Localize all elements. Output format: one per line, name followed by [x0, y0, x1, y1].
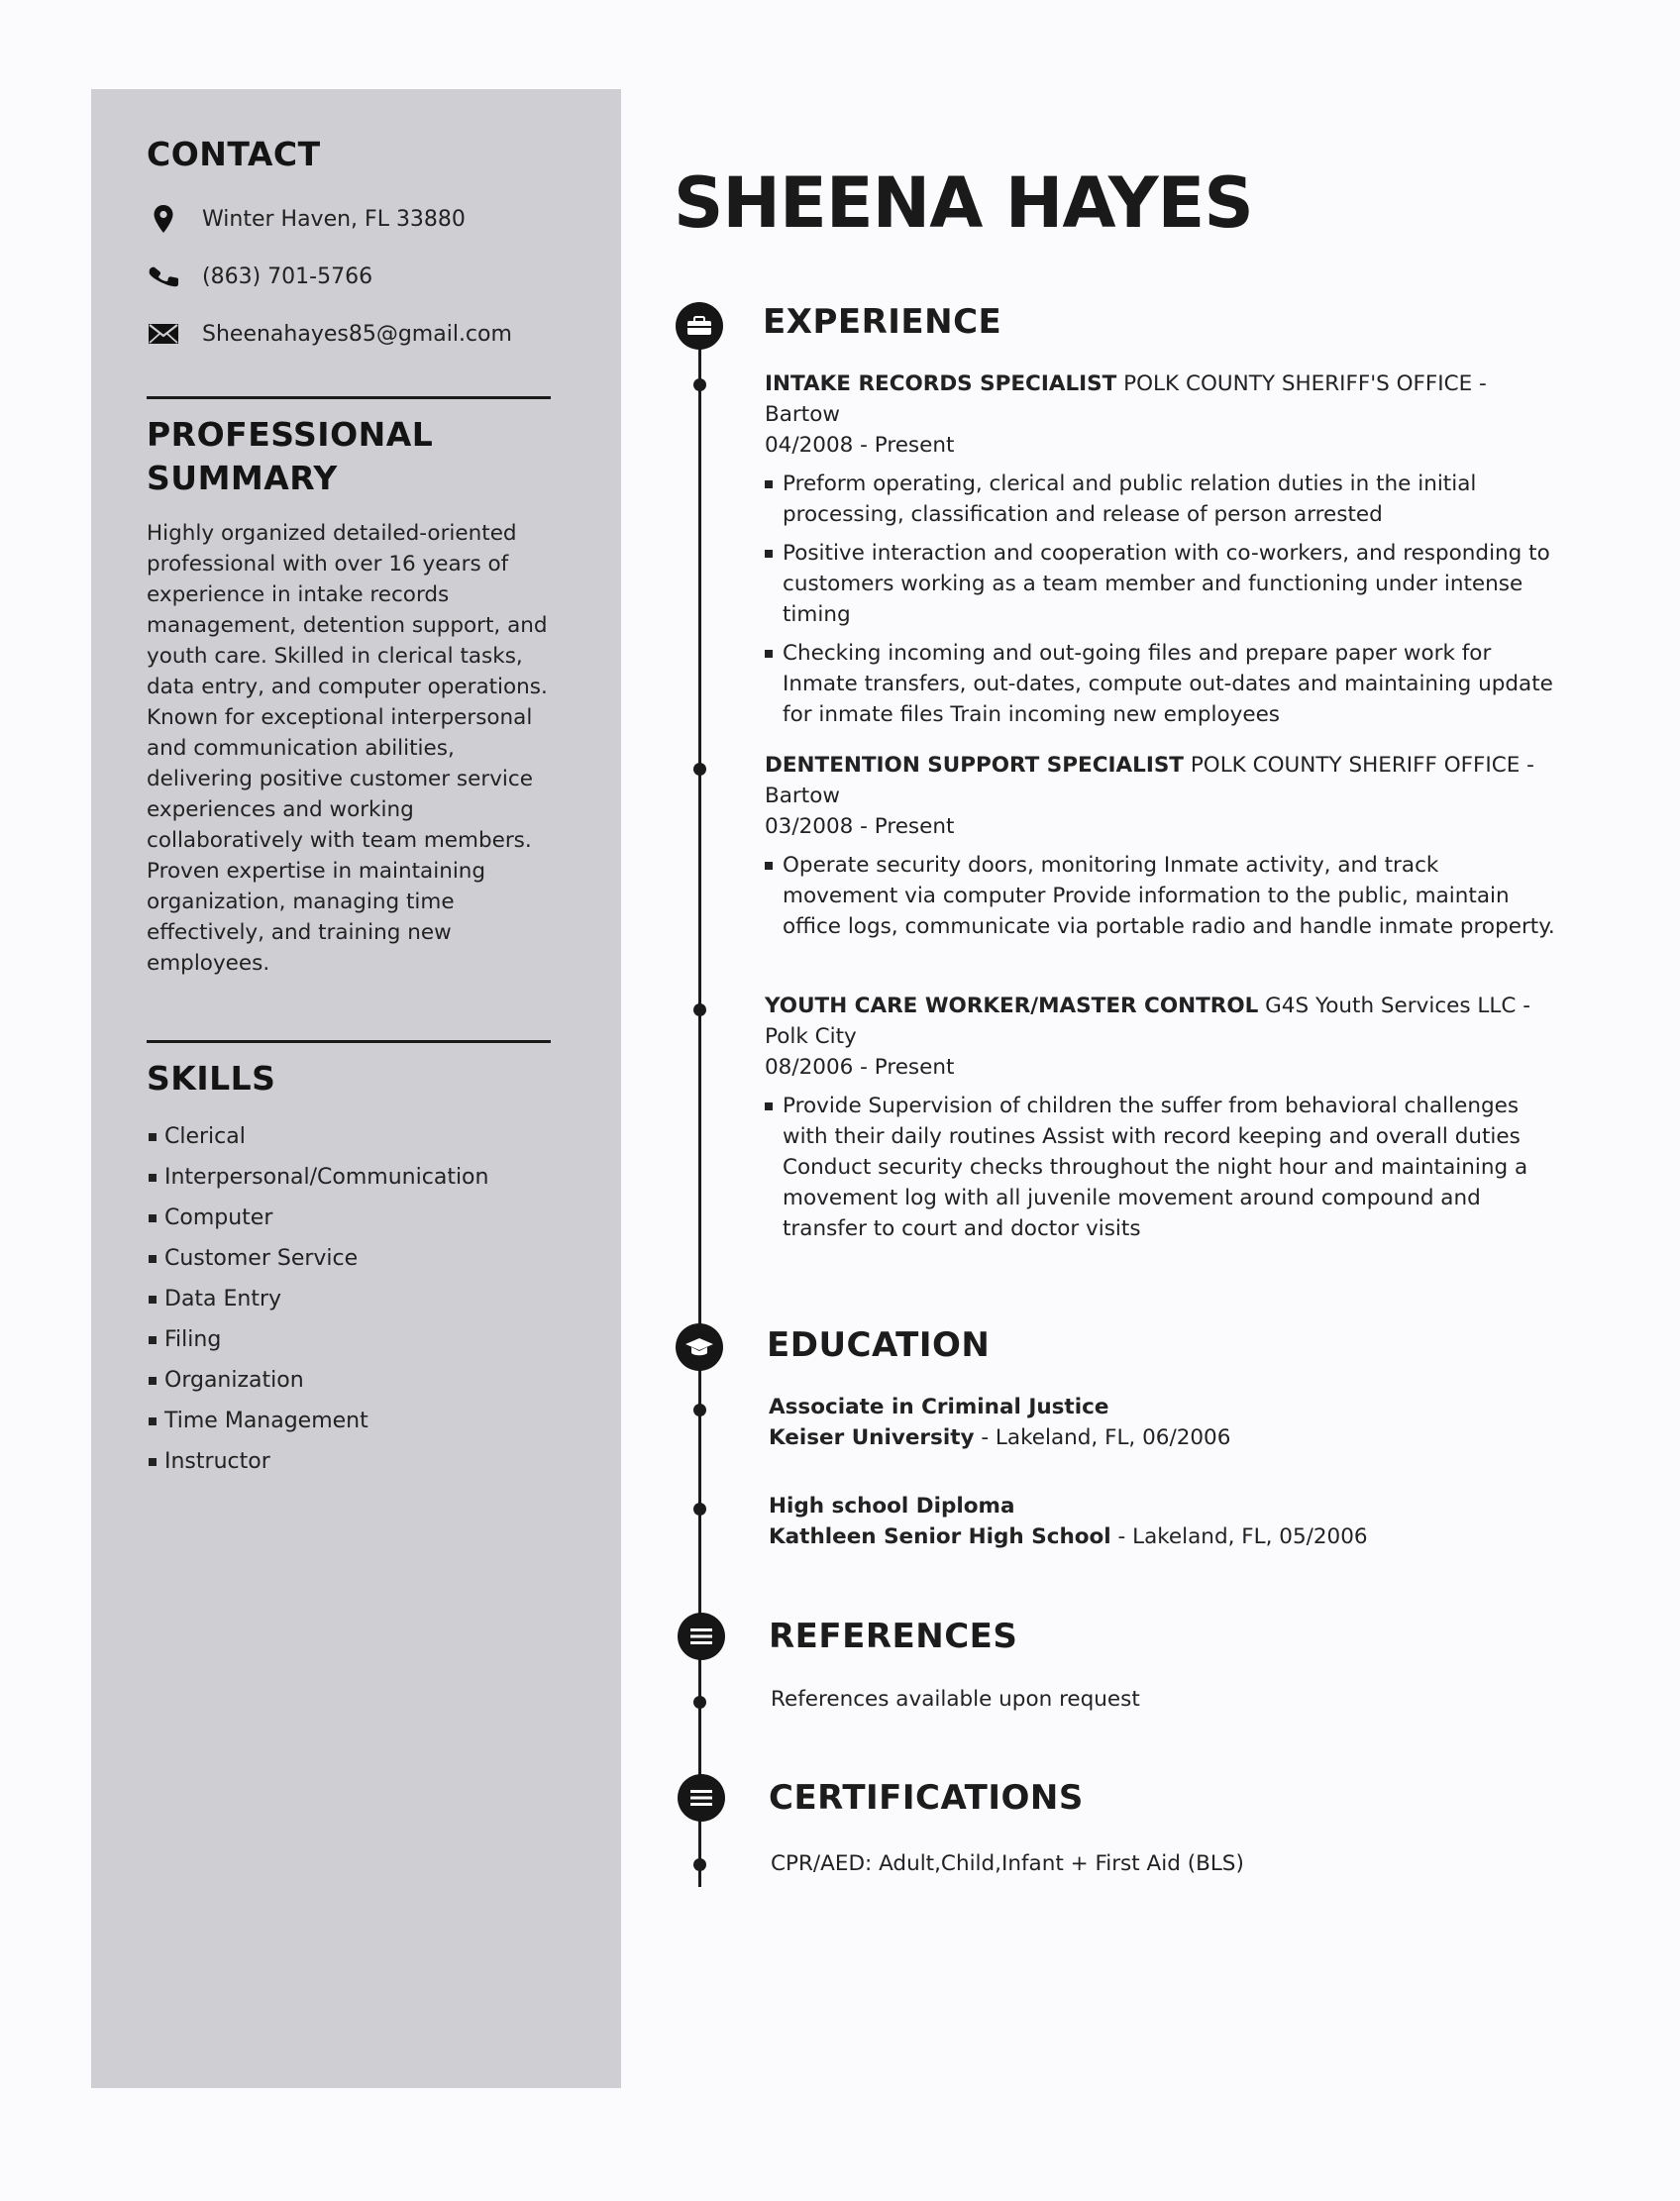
bullet-square-icon — [765, 480, 773, 488]
envelope-icon — [147, 319, 180, 349]
timeline-dot — [693, 1404, 706, 1416]
sidebar — [91, 89, 621, 2088]
bullet-square-icon — [765, 1102, 773, 1110]
summary-text: Highly organized detailed-oriented professional with over 16 years of experience in intake records management, detention support, and youth care. Skilled in clerical tasks, data entry, and computer operations. Known for exceptional interpersonal and communication abilities, delivering positive customer service experiences and working collaboratively with team members. Proven expertise in maintaining organization, managing time effectively, and training new employees. — [147, 521, 548, 976]
degree: Associate in Criminal Justice — [769, 1395, 1109, 1419]
school-detail: - Lakeland, FL, 06/2006 — [974, 1425, 1231, 1450]
graduation-cap-icon — [676, 1323, 723, 1371]
contact-location-text: Winter Haven, FL 33880 — [202, 206, 466, 232]
bullet-square-icon — [149, 1458, 157, 1466]
job-entry — [765, 991, 1557, 1244]
bullet-square-icon — [765, 550, 773, 558]
timeline-dot — [693, 1858, 706, 1871]
contact-phone-text: (863) 701-5766 — [202, 263, 373, 289]
timeline-dot — [693, 763, 706, 776]
map-pin-icon — [147, 204, 180, 234]
job-entry — [765, 750, 1557, 942]
job-header — [765, 368, 1557, 430]
job-header — [765, 750, 1557, 811]
list-icon — [678, 1613, 725, 1660]
degree: High school Diploma — [769, 1494, 1015, 1519]
bullet-square-icon — [149, 1377, 157, 1385]
list-item: Provide Supervision of children the suffer from behavioral challenges with their daily routines Assist with record keeping and overall duties Conduct security checks throughout the night hour and maintaining a movement log with all juvenile movement around compound and transfer to court and doctor visits — [765, 1091, 1557, 1244]
job-bullets — [765, 1091, 1557, 1244]
skill-item: Interpersonal/Communication — [149, 1157, 559, 1198]
school: Kathleen Senior High School — [769, 1524, 1111, 1549]
school: Keiser University — [769, 1425, 975, 1450]
bullet-square-icon — [149, 1296, 157, 1304]
job-dates: 03/2008 - Present — [765, 814, 955, 839]
timeline-dot — [693, 378, 706, 391]
skill-item: Computer — [149, 1198, 559, 1238]
job-title: DENTENTION SUPPORT SPECIALIST — [765, 753, 1184, 778]
list-item: Positive interaction and cooperation with co-workers, and responding to customers working as a team member and functioning under intense timing — [765, 538, 1557, 630]
summary-heading: PROFESSIONAL SUMMARY — [147, 415, 434, 497]
job-title: YOUTH CARE WORKER/MASTER CONTROL — [765, 994, 1259, 1018]
job-bullets — [765, 469, 1557, 730]
school-detail: - Lakeland, FL, 05/2006 — [1110, 1524, 1368, 1549]
skill-item: Instructor — [149, 1441, 559, 1482]
education-entry — [769, 1392, 1561, 1453]
contact-list — [147, 190, 559, 363]
bullet-square-icon — [149, 1417, 157, 1425]
experience-heading: EXPERIENCE — [763, 302, 1002, 342]
job-title: INTAKE RECORDS SPECIALIST — [765, 371, 1117, 396]
certifications-heading: CERTIFICATIONS — [769, 1778, 1084, 1818]
section-divider — [147, 396, 551, 399]
contact-email — [147, 305, 559, 363]
bullet-square-icon — [149, 1133, 157, 1141]
list-item: Preform operating, clerical and public relation duties in the initial processing, classification and release of person arrested — [765, 469, 1557, 530]
bullet-square-icon — [765, 650, 773, 658]
skill-item: Customer Service — [149, 1238, 559, 1279]
timeline-dot — [693, 1003, 706, 1016]
contact-phone — [147, 248, 559, 305]
certifications-text: CPR/AED: Adult,Child,Infant + First Aid (BLS) — [771, 1851, 1244, 1876]
candidate-name: SHEENA HAYES — [674, 162, 1253, 244]
job-entry — [765, 368, 1557, 730]
briefcase-icon — [676, 302, 723, 350]
references-heading: REFERENCES — [769, 1617, 1018, 1656]
job-employer: POLK COUNTY SHERIFF OFFICE - Bartow — [765, 753, 1534, 808]
list-item: Operate security doors, monitoring Inmate activity, and track movement via computer Provide information to the public, maintain office logs, communicate via portable radio and handle inmate property. — [765, 850, 1557, 942]
job-bullets — [765, 850, 1557, 942]
contact-location — [147, 190, 559, 248]
job-dates: 08/2006 - Present — [765, 1055, 955, 1080]
job-dates: 04/2008 - Present — [765, 433, 955, 458]
phone-icon — [147, 262, 180, 291]
contact-email-text[interactable]: Sheenahayes85@gmail.com — [202, 321, 512, 347]
list-item: Checking incoming and out-going files and prepare paper work for Inmate transfers, out-dates, compute out-dates and maintaining update for inmate files Train incoming new employees — [765, 638, 1557, 730]
skill-item: Filing — [149, 1319, 559, 1360]
bullet-square-icon — [149, 1174, 157, 1182]
job-employer: POLK COUNTY SHERIFF'S OFFICE - Bartow — [765, 371, 1487, 427]
timeline-dot — [693, 1503, 706, 1516]
bullet-square-icon — [149, 1214, 157, 1222]
skills-heading: SKILLS — [147, 1059, 276, 1098]
job-employer: G4S Youth Services LLC - Polk City — [765, 994, 1530, 1049]
skills-list — [149, 1116, 559, 1482]
skill-item: Clerical — [149, 1116, 559, 1157]
skill-item: Organization — [149, 1360, 559, 1401]
skill-item: Data Entry — [149, 1279, 559, 1319]
contact-heading: CONTACT — [147, 135, 321, 173]
bullet-square-icon — [149, 1336, 157, 1344]
sidebar-content — [147, 89, 559, 1482]
list-icon — [678, 1774, 725, 1822]
education-entry — [769, 1491, 1561, 1552]
job-header — [765, 991, 1557, 1052]
bullet-square-icon — [149, 1255, 157, 1263]
education-heading: EDUCATION — [767, 1325, 991, 1365]
references-text: References available upon request — [771, 1687, 1140, 1712]
skill-item: Time Management — [149, 1401, 559, 1441]
section-divider — [147, 1040, 551, 1043]
timeline-dot — [693, 1696, 706, 1709]
bullet-square-icon — [765, 862, 773, 870]
